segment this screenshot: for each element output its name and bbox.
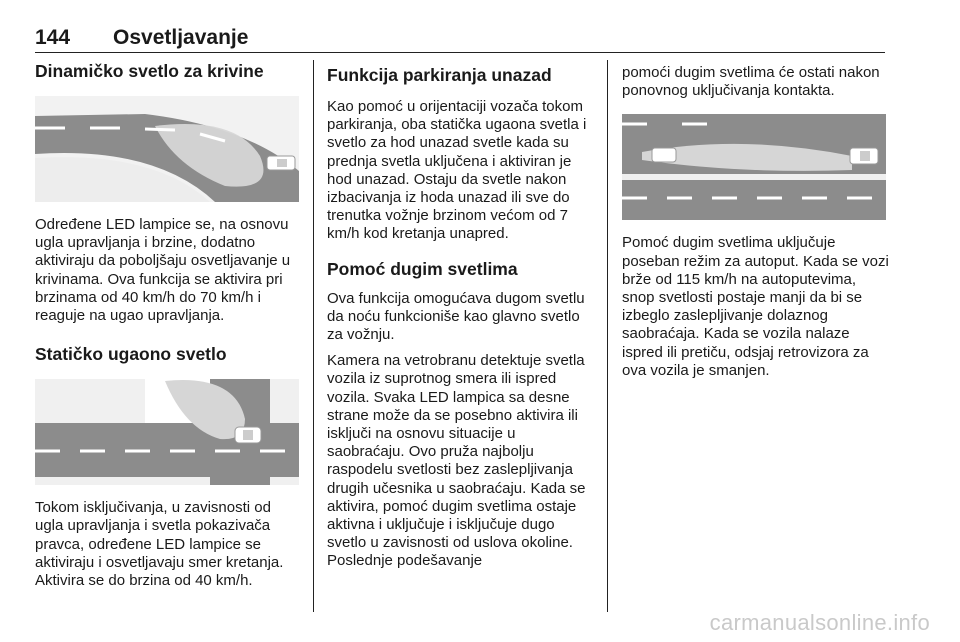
- illustration-corner-light: [35, 379, 299, 485]
- heading-static-corner-light: Statičko ugaono svetlo: [35, 344, 227, 365]
- column-right: [622, 60, 890, 380]
- column-left: [35, 60, 303, 590]
- paragraph-high-beam-assist-1: Ova funkcija omogućava dugom svetlu da noću funkcioniše kao glavno svetlo za vožnju.: [327, 289, 585, 344]
- column-divider-2: [607, 60, 608, 612]
- paragraph-reverse-parking: Kao pomoć u orijentaciji vozača tokom parkiranja, oba statička ugaona svetla i svetlo za hod unazad svetle kada su prednja svetla uključena i aktiviran je hod unazad. Ostaju da svetle nakon izbacivanja iz hoda unazad ili sve do trenutka vožnje brzinom većom od 7 km/h kod kretanja unapred.: [327, 98, 587, 243]
- column-divider-1: [313, 60, 314, 612]
- chapter-title: Osvetljavanje: [113, 26, 249, 49]
- illustration-curve-light: [35, 96, 299, 202]
- heading-high-beam-assist: Pomoć dugim svetlima: [327, 258, 518, 279]
- page-header: [35, 26, 885, 53]
- paragraph-high-beam-continued: pomoći dugim svetlima će ostati nakon ponovnog uključivanja kontakta.: [622, 64, 880, 100]
- paragraph-static-corner-light: Tokom isključivanja, u zavisnosti od ugla upravljanja i svetla pokazivača pravca, određene LED lampice se aktiviraju i osvetljavaju smer kretanja. Aktivira se do brzina od 40 km/h.: [35, 499, 284, 590]
- heading-dynamic-curve-light: Dinamičko svetlo za krivine: [35, 61, 264, 81]
- paragraph-dynamic-curve-light: Određene LED lampice se, na osnovu ugla upravljanja i brzine, dodatno aktiviraju da poboljšaju osvetljavanje u krivinama. Ova funkcija se aktivira pri brzinama od 40 km/h do 70 km/h i reaguje na ugao upravljanja.: [35, 216, 291, 325]
- heading-reverse-parking: Funkcija parkiranja unazad: [327, 65, 552, 85]
- column-middle: [327, 60, 595, 571]
- paragraph-highway-mode: Pomoć dugim svetlima uključuje poseban režim za autoput. Kada se vozi brže od 115 km/h na autoputevima, snop svetlosti postaje manji da bi se izbeglo zaslepljivanje dolaznog saobraćaja. Kada se vozila nalaze ispred ili pretiču, odsjaj retrovizora za ova vozila je smanjen.: [622, 234, 889, 379]
- watermark: carmanualsonline.info: [709, 610, 930, 635]
- illustration-high-beam: [622, 114, 886, 220]
- paragraph-high-beam-assist-2: Kamera na vetrobranu detektuje svetla vozila iz suprotnog smera ili ispred vozila. Svaka LED lampica sa desne strane može da se posebno aktivira ili isključi na osnovu situacije u saobraćaju. Ovo pruža najbolju raspodelu svetlosti bez zaslepljivanja drugih učesnika u saobraćaju. Kada se aktivira, pomoć dugim svetlima ostaje aktivna i uključuje i isključuje dugo svetlo u zavisnosti od uslova okoline. Poslednje podešavanje: [327, 352, 586, 570]
- page-number: 144: [35, 26, 71, 49]
